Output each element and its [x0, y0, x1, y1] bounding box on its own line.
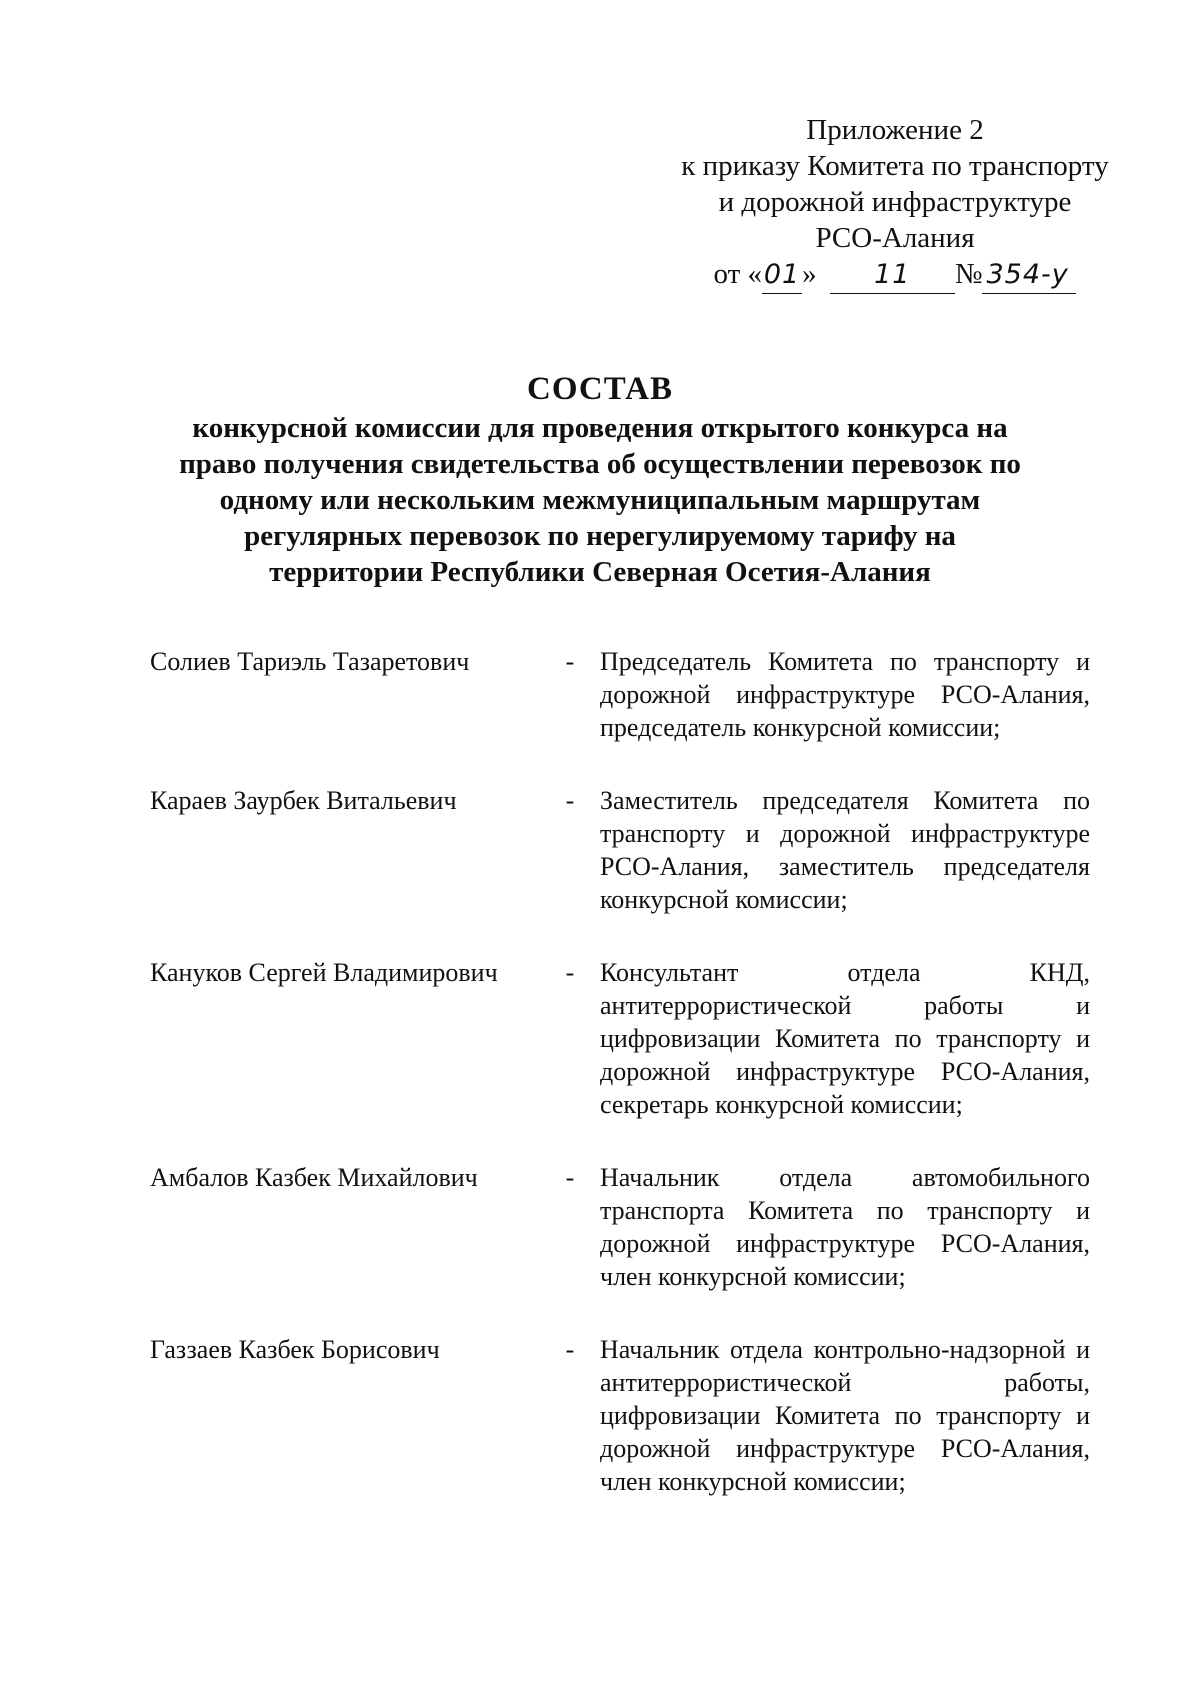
- order-number: 354-у: [986, 259, 1069, 290]
- member-dash: -: [565, 786, 575, 815]
- date-prefix: от «: [713, 258, 763, 290]
- title-main: СОСТАВ: [527, 371, 673, 407]
- appendix-header: [660, 112, 1130, 294]
- order-date-line: [660, 256, 1130, 294]
- title-line: право получения свидетельства об осуществлении перевозок по: [179, 448, 1021, 480]
- order-number-field: [982, 256, 1076, 294]
- appendix-title: Приложение 2: [806, 114, 984, 146]
- member-role: Консультант отдела КНД, антитеррористической работы и цифровизации Комитета по транспорту и дорожной инфраструктуре РСО-Алания, секретарь конкурсной комиссии;: [600, 958, 1090, 1119]
- document-title: [120, 368, 1080, 590]
- member-name: Солиев Тариэль Тазаретович: [150, 647, 470, 676]
- title-line: территории Республики Северная Осетия-Алания: [269, 556, 931, 588]
- date-close-quote: »: [802, 258, 817, 290]
- member-name: Газзаев Казбек Борисович: [150, 1335, 440, 1364]
- member-role: Начальник отдела автомобильного транспорта Комитета по транспорту и дорожной инфраструктуре РСО-Алания, член конкурсной комиссии;: [600, 1163, 1090, 1291]
- member-row: [150, 645, 1100, 744]
- title-line: регулярных перевозок по нерегулируемому тарифу на: [244, 520, 956, 552]
- member-row: [150, 1333, 1100, 1498]
- member-name: Кануков Сергей Владимирович: [150, 958, 498, 987]
- title-line: одному или нескольким межмуниципальным маршрутам: [219, 484, 981, 516]
- appendix-committee-line: и дорожной инфраструктуре: [718, 186, 1072, 218]
- appendix-region-line: РСО-Алания: [815, 222, 975, 254]
- member-name: Караев Заурбек Витальевич: [150, 786, 457, 815]
- member-dash: -: [565, 1163, 575, 1192]
- title-line: конкурсной комиссии для проведения открытого конкурса на: [192, 412, 1008, 444]
- member-name: Амбалов Казбек Михайлович: [150, 1163, 478, 1192]
- member-dash: -: [565, 958, 575, 987]
- number-label: №: [954, 258, 983, 290]
- member-row: [150, 784, 1100, 916]
- member-dash: -: [565, 647, 575, 676]
- member-row: [150, 1161, 1100, 1293]
- member-dash: -: [565, 1335, 575, 1364]
- member-row: [150, 956, 1100, 1121]
- order-day-field: [762, 256, 802, 294]
- order-day: 01: [763, 259, 801, 290]
- appendix-order-line: к приказу Комитета по транспорту: [681, 150, 1109, 182]
- member-role: Председатель Комитета по транспорту и дорожной инфраструктуре РСО-Алания, председатель конкурсной комиссии;: [600, 647, 1090, 742]
- order-month: 11: [874, 259, 911, 290]
- order-month-field: [830, 256, 955, 294]
- member-role: Заместитель председателя Комитета по транспорту и дорожной инфраструктуре РСО-Алания, заместитель председателя конкурсной комиссии;: [600, 786, 1090, 914]
- member-role: Начальник отдела контрольно-надзорной и антитеррористической работы, цифровизации Комитета по транспорту и дорожной инфраструктуре РСО-Алания, член конкурсной комиссии;: [600, 1335, 1090, 1496]
- commission-members-list: [150, 645, 1100, 1538]
